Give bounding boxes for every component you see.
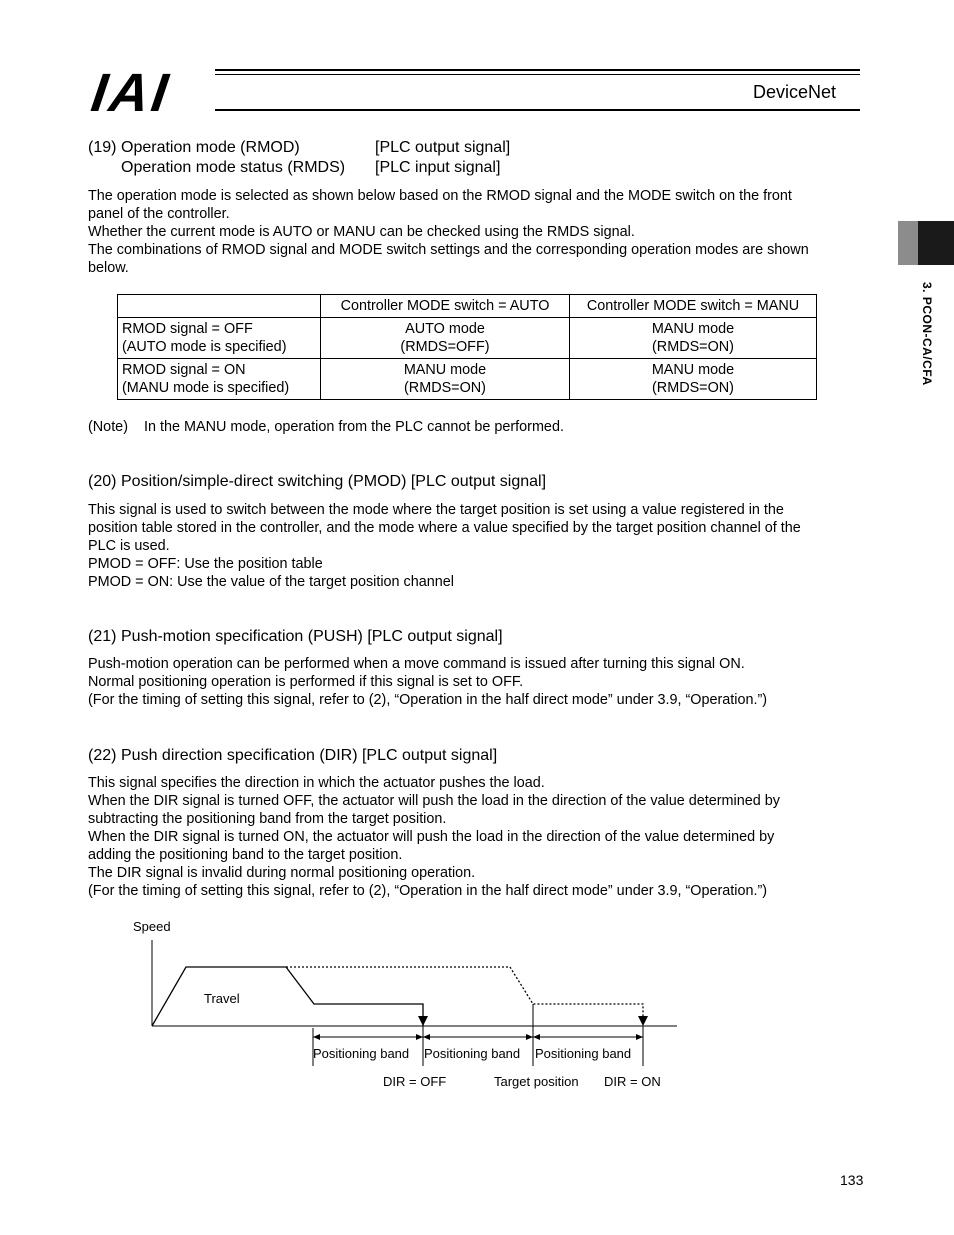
cell-line: AUTO mode [405, 321, 485, 337]
speed-profile-solid [152, 967, 423, 1026]
arrowhead-icon [313, 1034, 320, 1040]
table-header-cell: Controller MODE switch = MANU [570, 295, 817, 318]
cell-line: (RMDS=OFF) [400, 339, 490, 355]
text-line: panel of the controller. [88, 206, 230, 222]
text-line: PLC is used. [88, 538, 170, 554]
text-line: PMOD = OFF: Use the position table [88, 556, 323, 572]
arrowhead-icon [636, 1034, 643, 1040]
text-line: When the DIR signal is turned OFF, the actuator will push the load in the direction of the value determined by [88, 793, 780, 809]
cell-line: (RMDS=ON) [652, 380, 734, 396]
side-tab-label: 3. PCON-CA/CFA [920, 282, 934, 386]
dir-off-label: DIR = OFF [383, 1074, 447, 1089]
text-line: PMOD = ON: Use the value of the target position channel [88, 574, 454, 590]
cell-line: MANU mode [651, 321, 735, 337]
text-line: position table stored in the controller, and the mode where a value specified by the target position channel of the [88, 520, 801, 536]
target-position-label: Target position [494, 1074, 579, 1089]
section19-heading-line2: Operation mode status (RMDS) [121, 159, 346, 176]
table-header-cell: Controller MODE switch = AUTO [321, 295, 570, 318]
cell-line: (MANU mode is specified) [122, 380, 290, 396]
text-line: The combinations of RMOD signal and MODE switch settings and the corresponding operation modes are shown [88, 242, 809, 258]
text-line: Push-motion operation can be performed when a move command is issued after turning this signal ON. [88, 656, 745, 672]
cell-line: (RMDS=ON) [404, 380, 486, 396]
cell-line: MANU mode [651, 362, 735, 378]
arrowhead-icon [533, 1034, 540, 1040]
section19-heading-line1: Operation mode (RMOD) [121, 139, 300, 156]
cell-line: (RMDS=ON) [652, 339, 734, 355]
note-label: (Note) [88, 419, 128, 435]
header-title: DeviceNet [753, 82, 837, 102]
speed-label: Speed [133, 919, 171, 934]
dir-on-arrow-icon [638, 1016, 648, 1026]
text-line: This signal is used to switch between the mode where the target position is set using a value registered in the [88, 502, 784, 518]
text-line: (For the timing of setting this signal, refer to (2), “Operation in the half direct mode” under 3.9, “Operation.”) [88, 883, 768, 899]
text-line: subtracting the positioning band from the target position. [88, 811, 447, 827]
text-line: below. [88, 260, 129, 276]
section20-number: (20) [88, 473, 117, 490]
speed-profile-dotted [286, 967, 643, 1026]
cell-line: (AUTO mode is specified) [122, 339, 287, 355]
section21-number: (21) [88, 628, 117, 645]
iai-logo: IAI [87, 63, 175, 123]
section21-heading: Push-motion specification (PUSH) [PLC output signal] [121, 628, 503, 645]
page-number: 133 [840, 1172, 864, 1188]
section19-heading-line2-signal: [PLC input signal] [375, 159, 501, 176]
arrowhead-icon [423, 1034, 430, 1040]
cell-line: RMOD signal = OFF [122, 321, 253, 337]
section19-heading-line1-signal: [PLC output signal] [375, 139, 511, 156]
section22-number: (22) [88, 747, 117, 764]
text-line: (For the timing of setting this signal, refer to (2), “Operation in the half direct mode” under 3.9, “Operation.”) [88, 692, 768, 708]
note-text: In the MANU mode, operation from the PLC cannot be performed. [144, 419, 564, 435]
text-line: When the DIR signal is turned ON, the actuator will push the load in the direction of the value determined by [88, 829, 775, 845]
section20-heading: Position/simple-direct switching (PMOD) [PLC output signal] [121, 473, 547, 490]
dir-on-label: DIR = ON [604, 1074, 661, 1089]
band-label: Positioning band [535, 1046, 632, 1061]
band-label: Positioning band [424, 1046, 521, 1061]
arrowhead-icon [526, 1034, 533, 1040]
arrowhead-icon [416, 1034, 423, 1040]
cell-line: MANU mode [403, 362, 487, 378]
text-line: adding the positioning band to the target position. [88, 847, 403, 863]
text-line: Normal positioning operation is performed if this signal is set to OFF. [88, 674, 524, 690]
text-line: The operation mode is selected as shown below based on the RMOD signal and the MODE switch on the front [88, 188, 792, 204]
section19-number: (19) [88, 139, 117, 156]
section22-heading: Push direction specification (DIR) [PLC output signal] [121, 747, 498, 764]
band-label: Positioning band [313, 1046, 410, 1061]
text-line: This signal specifies the direction in which the actuator pushes the load. [88, 775, 545, 791]
travel-label: Travel [204, 991, 240, 1006]
text-line: Whether the current mode is AUTO or MANU can be checked using the RMDS signal. [88, 224, 635, 240]
cell-line: RMOD signal = ON [122, 362, 246, 378]
dir-off-arrow-icon [418, 1016, 428, 1026]
text-line: The DIR signal is invalid during normal positioning operation. [88, 865, 476, 881]
